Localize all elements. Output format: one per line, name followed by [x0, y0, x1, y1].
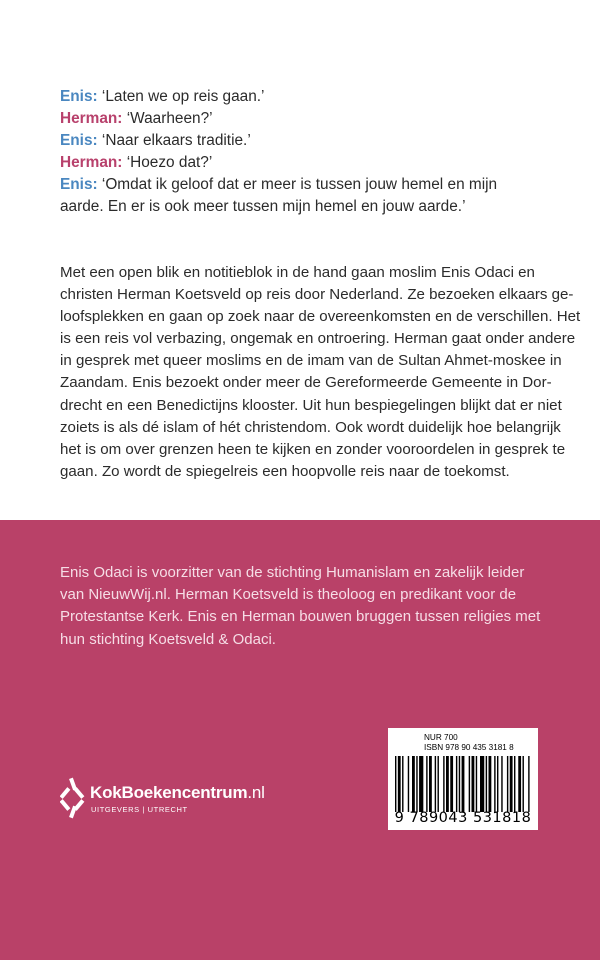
- publisher-name-text: KokBoekencentrum: [90, 783, 248, 802]
- blurb-line: zoiets is als dé islam of hét christendom. Ook wordt duidelijk hoe belangrijk: [60, 418, 561, 436]
- barcode-bar: [462, 756, 465, 812]
- dialogue-line: [60, 108, 560, 130]
- speaker-name: Herman:: [60, 154, 123, 171]
- author-bio: [60, 562, 560, 651]
- blurb-line: het is om over grenzen heen te kijken en zonder vooroordelen in gesprek te: [60, 440, 566, 458]
- kokboekencentrum-logo-icon: [60, 777, 86, 819]
- barcode-bar: [514, 756, 515, 812]
- blurb-line: gaan. Zo wordt de spiegelreis een hoopvolle reis naar de toekomst.: [60, 462, 510, 480]
- barcode-bar: [402, 756, 403, 812]
- dialogue-line: [60, 130, 560, 152]
- dialogue-text: ‘Omdat ik geloof dat er meer is tussen jouw hemel en mijn: [97, 176, 498, 193]
- speaker-name: Enis:: [60, 88, 98, 105]
- barcode-bar: [528, 756, 529, 812]
- barcode-bar: [419, 756, 423, 812]
- barcode-bar: [438, 756, 439, 812]
- barcode-bar: [494, 756, 495, 812]
- blurb-line: christen Herman Koetsveld op reis door Nederland. Ze bezoeken elkaars ge-: [60, 286, 574, 304]
- publisher-name: [90, 783, 265, 803]
- barcode-bar: [523, 756, 524, 812]
- barcode-panel: [388, 728, 538, 830]
- speaker-name: Enis:: [60, 176, 98, 193]
- barcode-bar: [395, 756, 396, 812]
- bottom-section: [0, 520, 600, 960]
- blurb-line: is een reis vol verbazing, ongemak en ontroering. Herman gaat onder andere: [60, 330, 576, 348]
- isbn-number: ISBN 978 90 435 3181 8: [424, 743, 514, 752]
- nur-code: NUR 700: [424, 733, 458, 742]
- barcode-bar: [476, 756, 477, 812]
- barcode-bar: [518, 756, 521, 812]
- barcode-bar: [472, 756, 475, 812]
- barcode-bar: [510, 756, 513, 812]
- barcode-bar: [416, 756, 417, 812]
- barcode-bars: [395, 756, 531, 812]
- blurb-line: drecht en een Benedictijns klooster. Uit hun bespiegelingen blijkt dat er niet: [60, 396, 562, 414]
- bio-line: Enis Odaci is voorzitter van de stichting Humanislam en zakelijk leider: [60, 564, 525, 581]
- dialogue-text: aarde. En er is ook meer tussen mijn hemel en jouw aarde.’: [60, 198, 466, 215]
- publisher-logo: [60, 775, 300, 825]
- barcode-bar: [489, 756, 492, 812]
- bio-line: hun stichting Koetsveld & Odaci.: [60, 630, 276, 648]
- dialogue-text: ‘Hoezo dat?’: [122, 154, 213, 171]
- barcode-bar: [429, 756, 432, 812]
- publisher-subtitle: UITGEVERS | UTRECHT: [91, 805, 188, 814]
- dialogue-text: ‘Naar elkaars traditie.’: [97, 132, 251, 149]
- dialogue-line: [60, 174, 560, 196]
- barcode-bar: [412, 756, 415, 812]
- barcode-bar: [443, 756, 444, 812]
- barcode-bar: [501, 756, 502, 812]
- barcode-digits: 9 789043 531818: [394, 810, 532, 826]
- barcode-bar: [507, 756, 508, 812]
- blurb-line: in gesprek met queer moslims en de imam van de Sultan Ahmet-moskee in: [60, 352, 562, 370]
- barcode-bar: [426, 756, 427, 812]
- barcode-bar: [446, 756, 449, 812]
- blurb-paragraph: [60, 262, 581, 483]
- barcode-bar: [459, 756, 460, 812]
- dialogue-text: ‘Laten we op reis gaan.’: [97, 88, 265, 105]
- speaker-name: Enis:: [60, 132, 98, 149]
- dialogue-block: [60, 86, 560, 218]
- blurb-line: Zaandam. Enis bezoekt onder meer de Gereformeerde Gemeente in Dor-: [60, 374, 552, 392]
- barcode-bar: [480, 756, 484, 812]
- barcode-bar: [435, 756, 436, 812]
- blurb-line: loofsplekken en gaan op zoek naar de overeenkomsten en de verschillen. Het: [60, 308, 581, 326]
- publisher-tld: .nl: [247, 783, 265, 802]
- barcode-bar: [469, 756, 470, 812]
- barcode-bar: [497, 756, 498, 812]
- barcode-bar: [450, 756, 453, 812]
- barcode-bar: [398, 756, 401, 812]
- bio-line: van NieuwWij.nl. Herman Koetsveld is theoloog en predikant voor de: [60, 586, 517, 604]
- bio-line: Protestantse Kerk. Enis en Herman bouwen bruggen tussen religies met: [60, 608, 541, 626]
- dialogue-line: [60, 86, 560, 108]
- blurb-line: Met een open blik en notitieblok in de hand gaan moslim Enis Odaci en: [60, 264, 535, 281]
- barcode-bar: [486, 756, 487, 812]
- barcode-bar: [408, 756, 409, 812]
- dialogue-line: [60, 196, 560, 218]
- dialogue-line: [60, 152, 560, 174]
- speaker-name: Herman:: [60, 110, 123, 127]
- barcode-bar: [456, 756, 457, 812]
- dialogue-text: ‘Waarheen?’: [122, 110, 213, 127]
